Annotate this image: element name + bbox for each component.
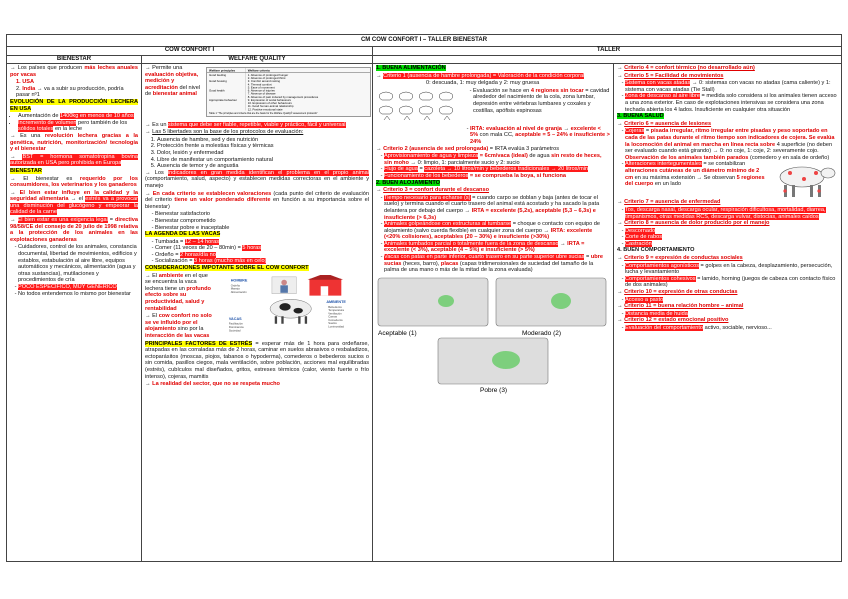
cow-confort-diagram	[218, 275, 369, 335]
list-item: - Zona de descanso al aire libre = medida solo considera si los animales tienen acceso a una zona exterior. En caso de explotaciones intensivas se considera una zona techada abierta los 4 lados. Insuficiente en cualquier otra situación	[625, 93, 840, 113]
paragraph: → Criterio 3 = confort durante el descanso	[376, 187, 489, 194]
cow-hygiene-images	[376, 276, 610, 394]
diagram-items-ambiente: Bebederos Temperatura Ventilación Camas Comederos Suelos Luminosidad	[328, 304, 345, 329]
list-item: - POCO ESPECÍFICO, MUY GENÉRICO	[18, 284, 138, 291]
list-item: - Animales tumbados parcial o totalmente fuera de la zona de descanso → IRTA = excelente (< 3%), aceptable (4 – 5%) e insuficiente (> 5%)	[384, 241, 610, 254]
paragraph: → Criterio 8 = ausencia de dolor producido por el manejo	[617, 220, 770, 227]
paragraph: → Los indicadores en gran medida identifican el problema en el propio animal (comportamiento, salud, aspecto) y establecen medidas correctoras en el ambiente y manejo	[145, 169, 369, 189]
section-heading: 1. BUENA ALIMENTACIÓN	[376, 65, 446, 71]
table-cell: 4. Thermal comfort	[247, 83, 272, 87]
list-item: 5. Ausencia de temor y de angustia	[157, 163, 369, 170]
header-taller: TALLER	[372, 46, 842, 56]
paragraph: → El cow confort no solo se ve influido por el alojamiento sino por la interacción de las vacas	[145, 313, 212, 339]
list-item: 1. USA	[16, 79, 35, 86]
table-caption: Table 1 "The principles and criteria that are the basis for the Welfare Quality® assessment protocols"	[209, 113, 318, 116]
list-item: - Descornado	[625, 228, 840, 235]
paragraph: 0: descuada, 1: muy delgada y 2: muy gruesa	[426, 80, 540, 87]
header-taller-blank	[372, 55, 842, 64]
section-heading: EVOLUCIÓN DE LA PRODUCCIÓN LECHERA EN USA	[10, 98, 138, 112]
table-cell: 6. Absence of injuries	[247, 89, 275, 93]
list-item: - Evaluación se hace en 4 regiones sin tocar = cavidad alrededor del nacimiento de la cola, zona lumbar, depresión entre vértebras lumbares y coxales y costillas, apófisis espinosas	[473, 88, 610, 114]
list-item: 1. Ausencia de hambre, sed y des nutrición	[157, 137, 369, 144]
list-item: - Funcionamiento de los bebederos = se comprueba la boya, si funciona	[384, 173, 610, 180]
list-item: - Cojeras = pisada irregular, ritmo irregular entre pisadas y peso soportado en cada de las patas durante el ritmo tiempo son indicadores de cojera. Se evalúa la locomoción del animal en marcha en línea recta sobre 4 superficie (no deben ser evaluado cuando está girando) → 0: no coje, 1: coje, 2: severamente cojo. Observación de los animales también parados (comedero y en sala de ordeño)	[625, 128, 840, 161]
list-item: - Tumbada = 12 – 14 horas	[155, 239, 369, 246]
section-heading: 3. BUENA SALUD	[617, 113, 664, 120]
list-item: - Comportamientos agonísticos = golpes en la cabeza, desplazamiento, persecución, lucha y levantamiento	[625, 263, 840, 276]
list-item: • Aumentación de 1400kg en menos de 10 años	[18, 113, 138, 120]
section-heading: LA AGENDA DE LAS VACAS	[145, 231, 221, 238]
list-item: - Bienestar pobre e inaceptable	[155, 225, 369, 232]
paragraph: → El bien estar influye en la calidad y la seguridad alimentaria → el estrés va a provocar una disminución del glucógeno y empeorar la calidad de la carne	[10, 189, 138, 216]
paragraph: → Las 5 libertades son la base de los protocolos de evaluación:	[145, 129, 304, 136]
header-cow-confort: COW CONFORT I	[7, 46, 372, 56]
column-taller-right	[613, 64, 842, 561]
table-cell: 9. Expression of social behaviours	[247, 99, 291, 102]
paragraph: → Criterio 4 = confort térmico (no desarrollado aún)	[617, 65, 755, 71]
paragraph: → La realidad del sector, que no se respeta mucho	[145, 381, 280, 388]
table-cell: 7. Absence of disease	[247, 92, 276, 96]
list-item: 4. Libre de manifestar un comportamiento natural	[157, 157, 369, 164]
document-page	[6, 34, 842, 562]
list-item: - Comer (11 veces de 20 – 80min) = 5 horas	[155, 245, 369, 252]
list-item: - Acceso a pasto	[625, 297, 840, 304]
paragraph: → Criterio 9 = expresión de conductas sociales	[617, 255, 743, 262]
paragraph: → Los países que producen más leches anuales por vacas	[10, 65, 138, 78]
table-cell: Good housing	[209, 80, 227, 84]
section-heading: 4. BUEN COMPORTAMIENTO	[617, 247, 695, 254]
list-item: - Bienestar satisfactorio	[155, 211, 369, 218]
diagram-items-hombre: Ordeño Manejo Alimentación	[230, 282, 247, 294]
list-item: 2. India → va a subir su producción, podría pasar nº1	[16, 85, 124, 99]
table-cell: 11. Good human-animal relationship	[247, 105, 294, 109]
list-item: - Animales golpeándose con estructuras al tumbarse = choque o contacto con equipo de alojamiento (salvo cuerda flexible) en cualquier zona del cuerpo → IRTA: excelente (<20% colisiones), aceptables (20 – 30%) e insuficiente (>30%)	[384, 221, 610, 241]
paragraph: → Es una revolución lechera gracias a la genética, nutrición, monitorización/ tecnología y el bienestar	[10, 132, 138, 153]
list-item: - Socialización = 3 horas (mucho más en celo)	[155, 258, 369, 265]
table-cell: Good health	[209, 89, 225, 93]
paragraph: PRINCIPALES FACTORES DE ESTRÉS = esperar más de 1 hora para ordeñarse, atrapadas en las corraladas más de 2 horas, caminar en suelos abrasivos o resbaladizos, ectoparásitos (moscas, piojos, tabanos o hypoderma), comederos o bebederos sucios o sin comida, pasillos ciegos, mala ventilación, sobre población, acciones mal equilibradas (estrés), cubículos mal diseñados, gritos, estreses térmicos (calor, viento fuerte o frío intenso), cojeras, mamitis	[145, 340, 369, 380]
paragraph: → Criterio 1 (ausencia de hambre prolongada) = Valoración de la condición corporal	[376, 72, 585, 79]
paragraph: → Criterio 10 = expresión de otras conductas	[617, 289, 738, 296]
list-item: - Evaluación del comportamiento activo, sociable, nervioso...	[625, 325, 840, 332]
list-item: - Corte de rabos	[625, 234, 840, 241]
list-item: - Alteraciones intertegumentales = se contabilizan alteraciones cutáneas de un diámetro mínimo de 2 cm en su máxima extensión → Se observan 5 regiones del cuerpo en un lado	[625, 161, 840, 187]
list-item: - IRTA: evaluación al nivel de granja → excelente < 5% con mala CC, aceptable = 5 – 24% e insuficiente > 24%	[470, 126, 610, 146]
diagram-items-vacas: Facilitación Dominancia Sociedad	[228, 321, 244, 332]
table-cell: 2. Absence of prolonged thirst	[247, 77, 286, 80]
paragraph: → Es un sistema que debe ser fiable, repetible, viable y práctico, fácil y universal	[145, 121, 346, 128]
paragraph: → Criterio 6 = ausencia de lesiones	[617, 120, 712, 127]
table-cell: 10. Expression of other behaviours	[247, 102, 292, 106]
column-welfare-quality	[141, 64, 372, 561]
cow-photo-acceptable	[378, 278, 488, 326]
paragraph: → BST = hormona somatotropina bovina autorizada en USA pero prohibida en Europa	[10, 153, 138, 167]
column-taller-left	[372, 64, 613, 561]
cow-label-moderate: Moderado (2)	[522, 329, 562, 337]
table-cell: 5. Ease of movement	[247, 86, 275, 90]
paragraph: → Permite una evaluación objetiva, medición y acreditación del nivel de bienestar animal	[145, 65, 201, 98]
cow-label-acceptable: Aceptable (1)	[378, 329, 417, 337]
paragraph: → El bien estar es una exigencia legal = directiva 98/58/CE del consejo de 20 julio de 1998 relativa a la protección de los animales en las explotaciones ganaderas	[10, 217, 138, 243]
list-item: - Vacas con patas en parte inferior, cuarto trasero en su parte superior ubre sucias = ubre sucias (heces, barro), placas (capas tridimensionales de suciedad del tamaño de la palma de una mano o más de la mitad de la zona evaluada)	[384, 254, 610, 274]
paragraph: → Criterio 2 (ausencia de sed prolongada) = IRTA evalúa 3 parámetros	[376, 145, 560, 152]
paragraph: → El ambiente en el que se encuentra la vaca lechera tiene un profundo efecto sobre su productividad, salud y rentabilidad	[145, 272, 211, 312]
welfare-criteria-table	[206, 65, 369, 122]
table-cell: 1. Absence of prolonged hunger	[247, 73, 289, 77]
cow-photo-moderate	[496, 278, 606, 326]
table-cell: 12. Positive emotional state	[247, 108, 283, 112]
paragraph: → Criterio 11 = buena relación hombre – animal	[617, 303, 744, 310]
cow-body-regions-image	[770, 161, 840, 199]
list-item: • Incremento de volumen pero también de los sólidos totales en la leche	[18, 120, 138, 133]
welfare-table-image	[206, 67, 371, 117]
header-bienestar: BIENESTAR	[7, 55, 141, 64]
table-head: Welfare principles	[209, 68, 236, 73]
table-cell: Appropriate behaviour	[209, 99, 238, 102]
table-cell: Good feeding	[209, 73, 227, 77]
table-cell: 3. Comfort around resting	[247, 80, 281, 84]
list-item: - Tiempo necesario para echarse (s) = cuando carpo se doblan y baja (antes de tocar el suelo) y termina cuando el cuarto trasero del animal está acostado y ha sacado la pata delantera por debajo del cuerpo → IRTA = excelente (5,2s), aceptable (5,3 – 6,3s) e insuficiente (> 6,3s)	[384, 195, 610, 221]
list-item: - Aprovisionamiento de agua y limpieza = 6cm/vaca (ideal) de agua sin resto de heces, sin moho → 0: limpio, 1: parcialmente sucio y 2: sucio	[384, 153, 610, 166]
list-item: - Sistema con vacas atadas → 0: sistemas con vacas no atadas (cama caliente) y 1: sistema con vacas atadas (Tie Stall)	[625, 80, 840, 93]
paragraph: → En cada criterio se establecen valoraciones (cada punto del criterio de evaluación del criterio tiene un valor ponderado diferente en función a su importancia sobre el bienestar)	[145, 190, 370, 210]
list-item: - Flujo de agua = cazoleta → 10 litros/min y bebederos tradicionales → 20 litros/min	[384, 166, 610, 173]
list-item: - Castración	[625, 241, 840, 248]
paragraph: → Criterio 7 = ausencia de enfermedad	[617, 199, 721, 206]
section-heading: BIENESTAR	[10, 167, 42, 174]
section-heading: CONSIDERACIONES IMPOTANTE SOBRE EL COW CONFORT	[145, 265, 309, 272]
list-item: 3. Dolor, lesión y enfermedad	[157, 150, 369, 157]
list-item: - Cuidadores, control de los animales, constancia documental, libertad de movimientos, edificios y establos, estabulación al aire libre, equipos automáticos y mecánicos, alimentación (agua y otras sustancias), mutilaciones y procedimientos de cría	[18, 244, 138, 284]
list-item: - Ordeño = 2 horas/día no	[155, 252, 369, 259]
list-item: 2. Protección frente a molestias físicas y térmicas	[157, 143, 369, 150]
list-item: - Comportamientos cohesivos = lamido, horning (juegos de cabeza con contacto físico de dos animales)	[625, 276, 840, 289]
cow-image	[270, 299, 311, 318]
paragraph: → El bienestar es requerido por los consumidores, los veterinarios y los ganaderos	[10, 175, 138, 189]
section-heading: 2. BUEN ALOJAMIENTO	[376, 179, 441, 186]
diagram-label-hombre: HOMBRE	[230, 278, 248, 283]
list-item: - Tos, descarga nasal, descarga ocular, respiración dificultosa, mortalidad, diarrea, timpanismos, otras medidas RCS, descarga vulvar, distocias, animales caídos	[625, 207, 840, 220]
column-bienestar	[7, 64, 141, 561]
body-condition-sheep-image	[376, 88, 464, 126]
diagram-label-vacas: VACAS	[228, 316, 242, 321]
list-item: - Distancia media de huida	[625, 311, 840, 318]
table-head: Welfare criteria	[247, 68, 270, 73]
table-cell: 8. Absence of pain induced by management procedures	[247, 95, 319, 99]
list-item: - No todos entendemos lo mismo por bienestar	[18, 291, 138, 298]
header-welfare-quality: WELFARE QUALITY	[141, 55, 372, 64]
cow-label-poor: Pobre (3)	[480, 386, 508, 394]
list-item: - Bienestar comprometido	[155, 218, 369, 225]
document-title: CM COW CONFORT I – TALLER BIENESTAR	[7, 35, 841, 47]
diagram-label-ambiente: AMBIENTE	[326, 299, 346, 304]
paragraph: → Criterio 12 = estado emocional positivo	[617, 317, 729, 324]
paragraph: → Criterio 5 = Facilidad de movimientos	[617, 72, 724, 79]
